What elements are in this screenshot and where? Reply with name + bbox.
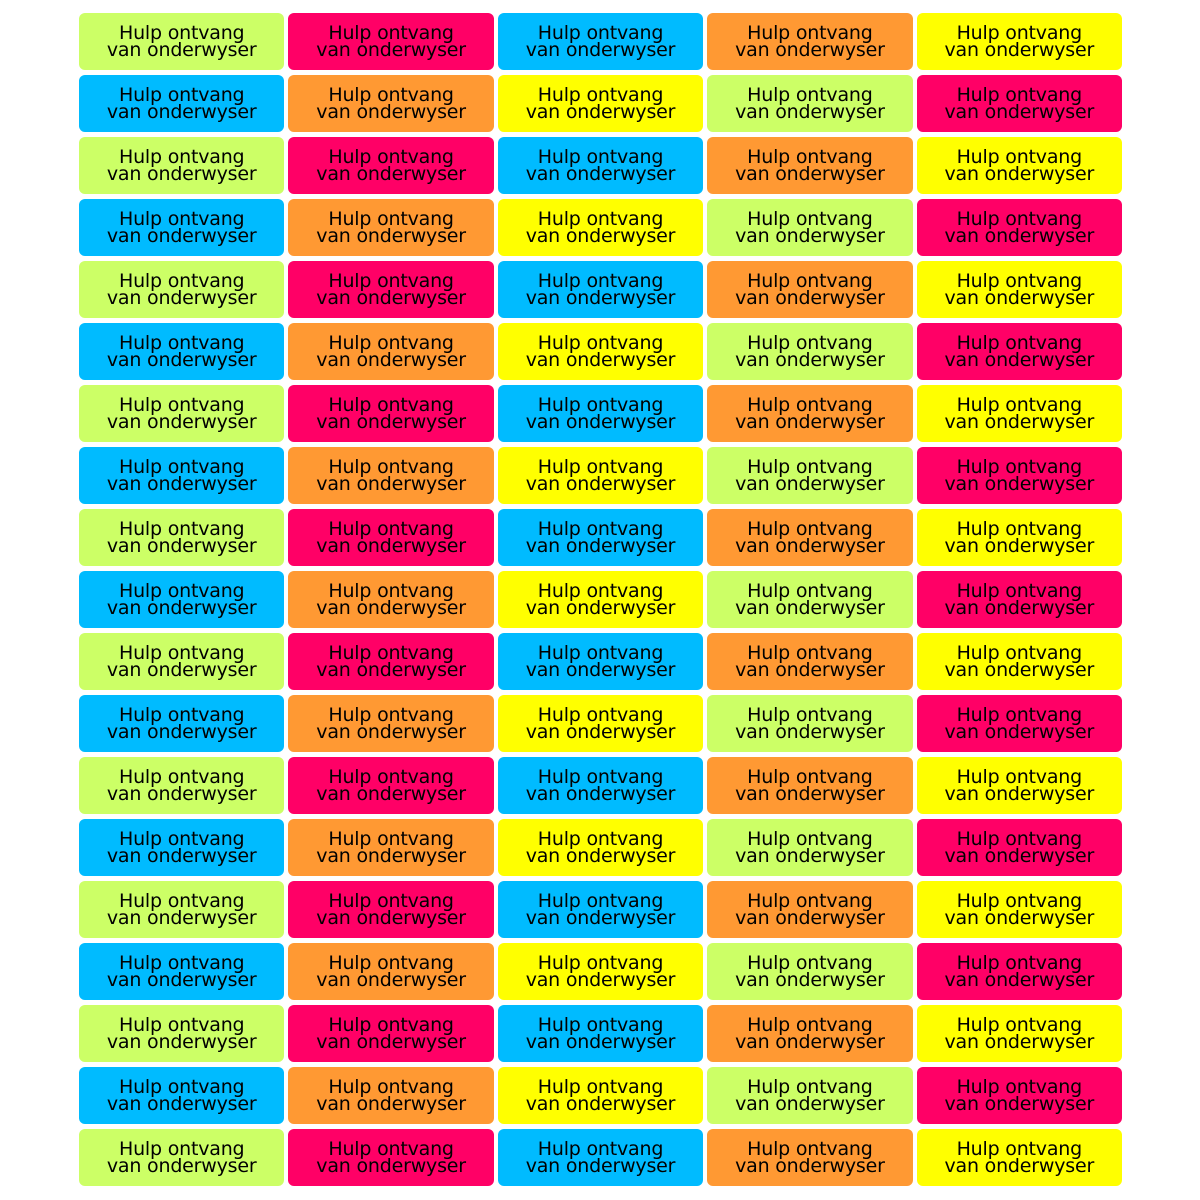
label-line-1: Hulp ontvang xyxy=(118,579,245,602)
label-line-1: Hulp ontvang xyxy=(956,145,1082,168)
label-line-1: Hulp ontvang xyxy=(328,951,454,974)
label-line-2: van onderwyser xyxy=(944,286,1095,309)
name-label xyxy=(707,1129,912,1186)
name-label xyxy=(498,695,703,752)
name-label xyxy=(288,1005,493,1062)
label-line-2: van onderwyser xyxy=(944,596,1095,619)
label-line-2: van onderwyser xyxy=(944,906,1095,929)
name-label xyxy=(917,1067,1122,1124)
label-line-1: Hulp ontvang xyxy=(747,765,873,788)
label-line-2: van onderwyser xyxy=(316,1154,466,1177)
label-line-1: Hulp ontvang xyxy=(956,579,1082,602)
name-label xyxy=(79,1129,284,1186)
label-line-2: van onderwyser xyxy=(316,286,466,309)
name-label xyxy=(498,1067,703,1124)
name-label xyxy=(79,75,284,132)
name-label xyxy=(79,943,284,1000)
label-line-1: Hulp ontvang xyxy=(328,1013,454,1036)
label-line-1: Hulp ontvang xyxy=(956,1137,1082,1160)
name-label xyxy=(707,695,912,752)
label-line-1: Hulp ontvang xyxy=(747,703,873,726)
label-line-2: van onderwyser xyxy=(525,472,676,495)
name-label xyxy=(917,509,1122,566)
name-label xyxy=(498,881,703,938)
label-line-1: Hulp ontvang xyxy=(118,517,245,540)
label-line-1: Hulp ontvang xyxy=(956,765,1082,788)
name-label xyxy=(79,695,284,752)
label-line-2: van onderwyser xyxy=(106,162,257,185)
name-label xyxy=(498,1005,703,1062)
label-line-2: van onderwyser xyxy=(944,968,1095,991)
label-line-2: van onderwyser xyxy=(944,782,1095,805)
name-label xyxy=(498,137,703,194)
label-line-1: Hulp ontvang xyxy=(118,765,245,788)
label-line-2: van onderwyser xyxy=(106,906,257,929)
name-label xyxy=(288,199,493,256)
label-line-2: van onderwyser xyxy=(735,968,885,991)
label-line-2: van onderwyser xyxy=(316,162,466,185)
label-line-2: van onderwyser xyxy=(525,782,676,805)
name-label xyxy=(288,385,493,442)
label-line-2: van onderwyser xyxy=(525,844,676,867)
label-line-1: Hulp ontvang xyxy=(537,827,664,850)
label-line-2: van onderwyser xyxy=(735,720,885,743)
label-line-1: Hulp ontvang xyxy=(956,21,1082,44)
name-label xyxy=(498,199,703,256)
label-line-1: Hulp ontvang xyxy=(537,579,664,602)
label-line-1: Hulp ontvang xyxy=(118,1075,245,1098)
label-line-2: van onderwyser xyxy=(316,224,466,247)
label-line-1: Hulp ontvang xyxy=(747,827,873,850)
label-line-2: van onderwyser xyxy=(316,100,466,123)
name-label xyxy=(79,757,284,814)
name-label xyxy=(707,1067,912,1124)
label-line-1: Hulp ontvang xyxy=(956,393,1082,416)
name-label xyxy=(917,757,1122,814)
label-line-1: Hulp ontvang xyxy=(747,269,873,292)
label-line-2: van onderwyser xyxy=(525,38,676,61)
name-label xyxy=(707,261,912,318)
label-line-2: van onderwyser xyxy=(944,38,1095,61)
label-line-1: Hulp ontvang xyxy=(118,641,245,664)
label-line-1: Hulp ontvang xyxy=(747,951,873,974)
label-line-2: van onderwyser xyxy=(106,100,257,123)
label-line-2: van onderwyser xyxy=(735,1092,885,1115)
label-line-2: van onderwyser xyxy=(944,100,1095,123)
label-line-1: Hulp ontvang xyxy=(747,455,873,478)
label-line-1: Hulp ontvang xyxy=(328,765,454,788)
name-label xyxy=(288,757,493,814)
label-line-2: van onderwyser xyxy=(944,1092,1095,1115)
label-line-2: van onderwyser xyxy=(944,348,1095,371)
label-line-1: Hulp ontvang xyxy=(328,269,454,292)
label-line-1: Hulp ontvang xyxy=(956,951,1082,974)
label-line-2: van onderwyser xyxy=(735,782,885,805)
name-label xyxy=(288,75,493,132)
name-label xyxy=(707,75,912,132)
name-label xyxy=(79,571,284,628)
label-line-1: Hulp ontvang xyxy=(747,207,873,230)
label-line-2: van onderwyser xyxy=(525,410,676,433)
label-line-2: van onderwyser xyxy=(525,534,676,557)
label-line-2: van onderwyser xyxy=(944,658,1095,681)
name-label xyxy=(498,323,703,380)
label-line-1: Hulp ontvang xyxy=(328,1075,454,1098)
label-line-2: van onderwyser xyxy=(735,472,885,495)
name-label xyxy=(917,261,1122,318)
name-label xyxy=(79,137,284,194)
name-label xyxy=(917,323,1122,380)
label-line-2: van onderwyser xyxy=(525,224,676,247)
label-line-1: Hulp ontvang xyxy=(118,21,245,44)
label-line-1: Hulp ontvang xyxy=(537,269,664,292)
label-line-1: Hulp ontvang xyxy=(118,703,245,726)
label-line-1: Hulp ontvang xyxy=(118,393,245,416)
label-line-1: Hulp ontvang xyxy=(537,393,664,416)
name-label xyxy=(498,447,703,504)
name-label xyxy=(917,633,1122,690)
name-label xyxy=(288,695,493,752)
name-label xyxy=(79,261,284,318)
name-label xyxy=(917,571,1122,628)
label-line-1: Hulp ontvang xyxy=(118,331,245,354)
label-line-1: Hulp ontvang xyxy=(118,827,245,850)
label-line-2: van onderwyser xyxy=(735,410,885,433)
label-line-1: Hulp ontvang xyxy=(956,827,1082,850)
label-line-2: van onderwyser xyxy=(525,1154,676,1177)
name-label xyxy=(79,819,284,876)
name-label xyxy=(917,75,1122,132)
name-label xyxy=(79,1067,284,1124)
label-line-1: Hulp ontvang xyxy=(118,951,245,974)
label-sheet xyxy=(79,13,1122,1186)
label-line-2: van onderwyser xyxy=(944,162,1095,185)
name-label xyxy=(707,571,912,628)
name-label xyxy=(288,1067,493,1124)
name-label xyxy=(707,633,912,690)
label-line-1: Hulp ontvang xyxy=(118,1137,245,1160)
label-line-2: van onderwyser xyxy=(106,38,257,61)
label-line-1: Hulp ontvang xyxy=(328,1137,454,1160)
name-label xyxy=(917,13,1122,70)
name-label xyxy=(288,633,493,690)
label-line-1: Hulp ontvang xyxy=(537,703,664,726)
name-label xyxy=(707,323,912,380)
label-line-1: Hulp ontvang xyxy=(747,145,873,168)
label-line-1: Hulp ontvang xyxy=(747,331,873,354)
label-line-1: Hulp ontvang xyxy=(747,83,873,106)
label-line-1: Hulp ontvang xyxy=(537,641,664,664)
label-line-2: van onderwyser xyxy=(525,658,676,681)
name-label xyxy=(79,323,284,380)
name-label xyxy=(288,943,493,1000)
label-line-2: van onderwyser xyxy=(316,1092,466,1115)
label-line-1: Hulp ontvang xyxy=(956,1075,1082,1098)
label-line-1: Hulp ontvang xyxy=(537,517,664,540)
label-line-2: van onderwyser xyxy=(525,348,676,371)
label-line-2: van onderwyser xyxy=(106,410,257,433)
label-line-2: van onderwyser xyxy=(106,348,257,371)
label-line-1: Hulp ontvang xyxy=(747,21,873,44)
label-line-2: van onderwyser xyxy=(106,286,257,309)
label-line-1: Hulp ontvang xyxy=(747,641,873,664)
label-line-2: van onderwyser xyxy=(525,286,676,309)
name-label xyxy=(498,509,703,566)
name-label xyxy=(79,633,284,690)
label-line-1: Hulp ontvang xyxy=(956,207,1082,230)
label-line-2: van onderwyser xyxy=(735,100,885,123)
label-line-1: Hulp ontvang xyxy=(747,579,873,602)
label-line-2: van onderwyser xyxy=(735,38,885,61)
label-line-2: van onderwyser xyxy=(106,596,257,619)
name-label xyxy=(917,385,1122,442)
name-label xyxy=(498,75,703,132)
label-line-1: Hulp ontvang xyxy=(747,393,873,416)
label-line-2: van onderwyser xyxy=(735,286,885,309)
label-line-1: Hulp ontvang xyxy=(537,765,664,788)
name-label xyxy=(498,261,703,318)
label-line-1: Hulp ontvang xyxy=(328,889,454,912)
label-line-1: Hulp ontvang xyxy=(537,83,664,106)
label-line-2: van onderwyser xyxy=(735,658,885,681)
label-line-2: van onderwyser xyxy=(944,1030,1095,1053)
label-line-1: Hulp ontvang xyxy=(747,1013,873,1036)
label-line-1: Hulp ontvang xyxy=(537,1013,664,1036)
name-label xyxy=(707,943,912,1000)
name-label xyxy=(498,571,703,628)
label-line-1: Hulp ontvang xyxy=(328,579,454,602)
label-line-1: Hulp ontvang xyxy=(537,455,664,478)
label-line-1: Hulp ontvang xyxy=(537,145,664,168)
label-line-1: Hulp ontvang xyxy=(956,703,1082,726)
name-label xyxy=(79,385,284,442)
label-line-1: Hulp ontvang xyxy=(747,889,873,912)
name-label xyxy=(707,13,912,70)
name-label xyxy=(288,819,493,876)
label-line-1: Hulp ontvang xyxy=(956,1013,1082,1036)
name-label xyxy=(707,385,912,442)
label-line-2: van onderwyser xyxy=(316,534,466,557)
name-label xyxy=(288,509,493,566)
label-line-2: van onderwyser xyxy=(525,1092,676,1115)
label-line-2: van onderwyser xyxy=(106,782,257,805)
name-label xyxy=(917,819,1122,876)
name-label xyxy=(288,137,493,194)
label-line-1: Hulp ontvang xyxy=(328,145,454,168)
label-line-1: Hulp ontvang xyxy=(118,269,245,292)
name-label xyxy=(707,881,912,938)
label-line-2: van onderwyser xyxy=(316,1030,466,1053)
label-line-1: Hulp ontvang xyxy=(747,1075,873,1098)
label-line-2: van onderwyser xyxy=(735,348,885,371)
label-line-1: Hulp ontvang xyxy=(747,1137,873,1160)
label-line-1: Hulp ontvang xyxy=(328,455,454,478)
name-label xyxy=(288,1129,493,1186)
label-line-2: van onderwyser xyxy=(316,596,466,619)
label-line-2: van onderwyser xyxy=(944,224,1095,247)
label-line-1: Hulp ontvang xyxy=(537,207,664,230)
label-line-1: Hulp ontvang xyxy=(328,827,454,850)
label-line-2: van onderwyser xyxy=(944,844,1095,867)
label-line-1: Hulp ontvang xyxy=(118,207,245,230)
name-label xyxy=(917,881,1122,938)
label-line-2: van onderwyser xyxy=(106,472,257,495)
label-line-2: van onderwyser xyxy=(106,720,257,743)
label-line-1: Hulp ontvang xyxy=(118,83,245,106)
label-line-2: van onderwyser xyxy=(106,968,257,991)
label-line-2: van onderwyser xyxy=(316,968,466,991)
name-label xyxy=(498,819,703,876)
label-line-2: van onderwyser xyxy=(944,534,1095,557)
label-line-1: Hulp ontvang xyxy=(537,21,664,44)
label-line-2: van onderwyser xyxy=(316,658,466,681)
label-line-2: van onderwyser xyxy=(525,720,676,743)
name-label xyxy=(498,633,703,690)
name-label xyxy=(288,571,493,628)
label-line-2: van onderwyser xyxy=(735,844,885,867)
label-line-2: van onderwyser xyxy=(944,410,1095,433)
label-line-2: van onderwyser xyxy=(735,224,885,247)
label-line-1: Hulp ontvang xyxy=(537,951,664,974)
name-label xyxy=(707,199,912,256)
label-line-1: Hulp ontvang xyxy=(956,83,1082,106)
name-label xyxy=(707,819,912,876)
name-label xyxy=(79,881,284,938)
label-line-1: Hulp ontvang xyxy=(956,517,1082,540)
label-line-2: van onderwyser xyxy=(525,100,676,123)
name-label xyxy=(498,385,703,442)
label-line-1: Hulp ontvang xyxy=(537,889,664,912)
label-line-1: Hulp ontvang xyxy=(328,21,454,44)
label-line-1: Hulp ontvang xyxy=(328,641,454,664)
label-line-2: van onderwyser xyxy=(106,844,257,867)
label-line-2: van onderwyser xyxy=(525,596,676,619)
name-label xyxy=(79,199,284,256)
name-label xyxy=(79,509,284,566)
name-label xyxy=(288,261,493,318)
label-line-1: Hulp ontvang xyxy=(118,889,245,912)
label-line-2: van onderwyser xyxy=(316,38,466,61)
label-line-2: van onderwyser xyxy=(106,1154,257,1177)
label-line-2: van onderwyser xyxy=(525,162,676,185)
name-label xyxy=(498,943,703,1000)
label-line-2: van onderwyser xyxy=(525,968,676,991)
name-label xyxy=(288,13,493,70)
label-line-1: Hulp ontvang xyxy=(118,1013,245,1036)
name-label xyxy=(498,13,703,70)
label-line-2: van onderwyser xyxy=(316,472,466,495)
label-line-1: Hulp ontvang xyxy=(118,455,245,478)
label-line-2: van onderwyser xyxy=(106,534,257,557)
label-line-2: van onderwyser xyxy=(735,1154,885,1177)
name-label xyxy=(707,757,912,814)
name-label xyxy=(917,1129,1122,1186)
name-label xyxy=(498,1129,703,1186)
label-line-1: Hulp ontvang xyxy=(328,517,454,540)
label-line-1: Hulp ontvang xyxy=(747,517,873,540)
name-label xyxy=(707,137,912,194)
label-line-1: Hulp ontvang xyxy=(328,393,454,416)
name-label xyxy=(79,447,284,504)
label-line-2: van onderwyser xyxy=(735,596,885,619)
name-label xyxy=(917,695,1122,752)
label-line-1: Hulp ontvang xyxy=(537,1137,664,1160)
label-line-1: Hulp ontvang xyxy=(956,455,1082,478)
name-label xyxy=(288,881,493,938)
name-label xyxy=(707,447,912,504)
name-label xyxy=(707,1005,912,1062)
name-label xyxy=(288,323,493,380)
label-line-2: van onderwyser xyxy=(735,162,885,185)
label-line-2: van onderwyser xyxy=(525,906,676,929)
label-line-1: Hulp ontvang xyxy=(956,889,1082,912)
label-line-2: van onderwyser xyxy=(944,720,1095,743)
label-line-2: van onderwyser xyxy=(316,844,466,867)
name-label xyxy=(707,509,912,566)
label-line-2: van onderwyser xyxy=(735,906,885,929)
label-line-1: Hulp ontvang xyxy=(956,269,1082,292)
label-line-2: van onderwyser xyxy=(944,472,1095,495)
label-line-1: Hulp ontvang xyxy=(956,331,1082,354)
label-line-1: Hulp ontvang xyxy=(328,331,454,354)
name-label xyxy=(917,1005,1122,1062)
label-line-2: van onderwyser xyxy=(944,1154,1095,1177)
name-label xyxy=(79,1005,284,1062)
label-line-2: van onderwyser xyxy=(316,782,466,805)
label-line-2: van onderwyser xyxy=(525,1030,676,1053)
name-label xyxy=(917,943,1122,1000)
label-line-1: Hulp ontvang xyxy=(328,703,454,726)
label-line-1: Hulp ontvang xyxy=(537,1075,664,1098)
label-line-2: van onderwyser xyxy=(316,410,466,433)
label-line-2: van onderwyser xyxy=(316,720,466,743)
name-label xyxy=(917,447,1122,504)
label-line-1: Hulp ontvang xyxy=(537,331,664,354)
label-line-2: van onderwyser xyxy=(106,658,257,681)
label-line-2: van onderwyser xyxy=(316,348,466,371)
name-label xyxy=(917,199,1122,256)
label-line-2: van onderwyser xyxy=(735,1030,885,1053)
name-label xyxy=(498,757,703,814)
name-label xyxy=(288,447,493,504)
label-line-1: Hulp ontvang xyxy=(328,83,454,106)
label-line-1: Hulp ontvang xyxy=(956,641,1082,664)
name-label xyxy=(79,13,284,70)
name-label xyxy=(917,137,1122,194)
label-line-2: van onderwyser xyxy=(106,224,257,247)
label-line-2: van onderwyser xyxy=(735,534,885,557)
label-line-2: van onderwyser xyxy=(106,1030,257,1053)
label-line-1: Hulp ontvang xyxy=(118,145,245,168)
label-line-2: van onderwyser xyxy=(316,906,466,929)
label-line-1: Hulp ontvang xyxy=(328,207,454,230)
label-line-2: van onderwyser xyxy=(106,1092,257,1115)
